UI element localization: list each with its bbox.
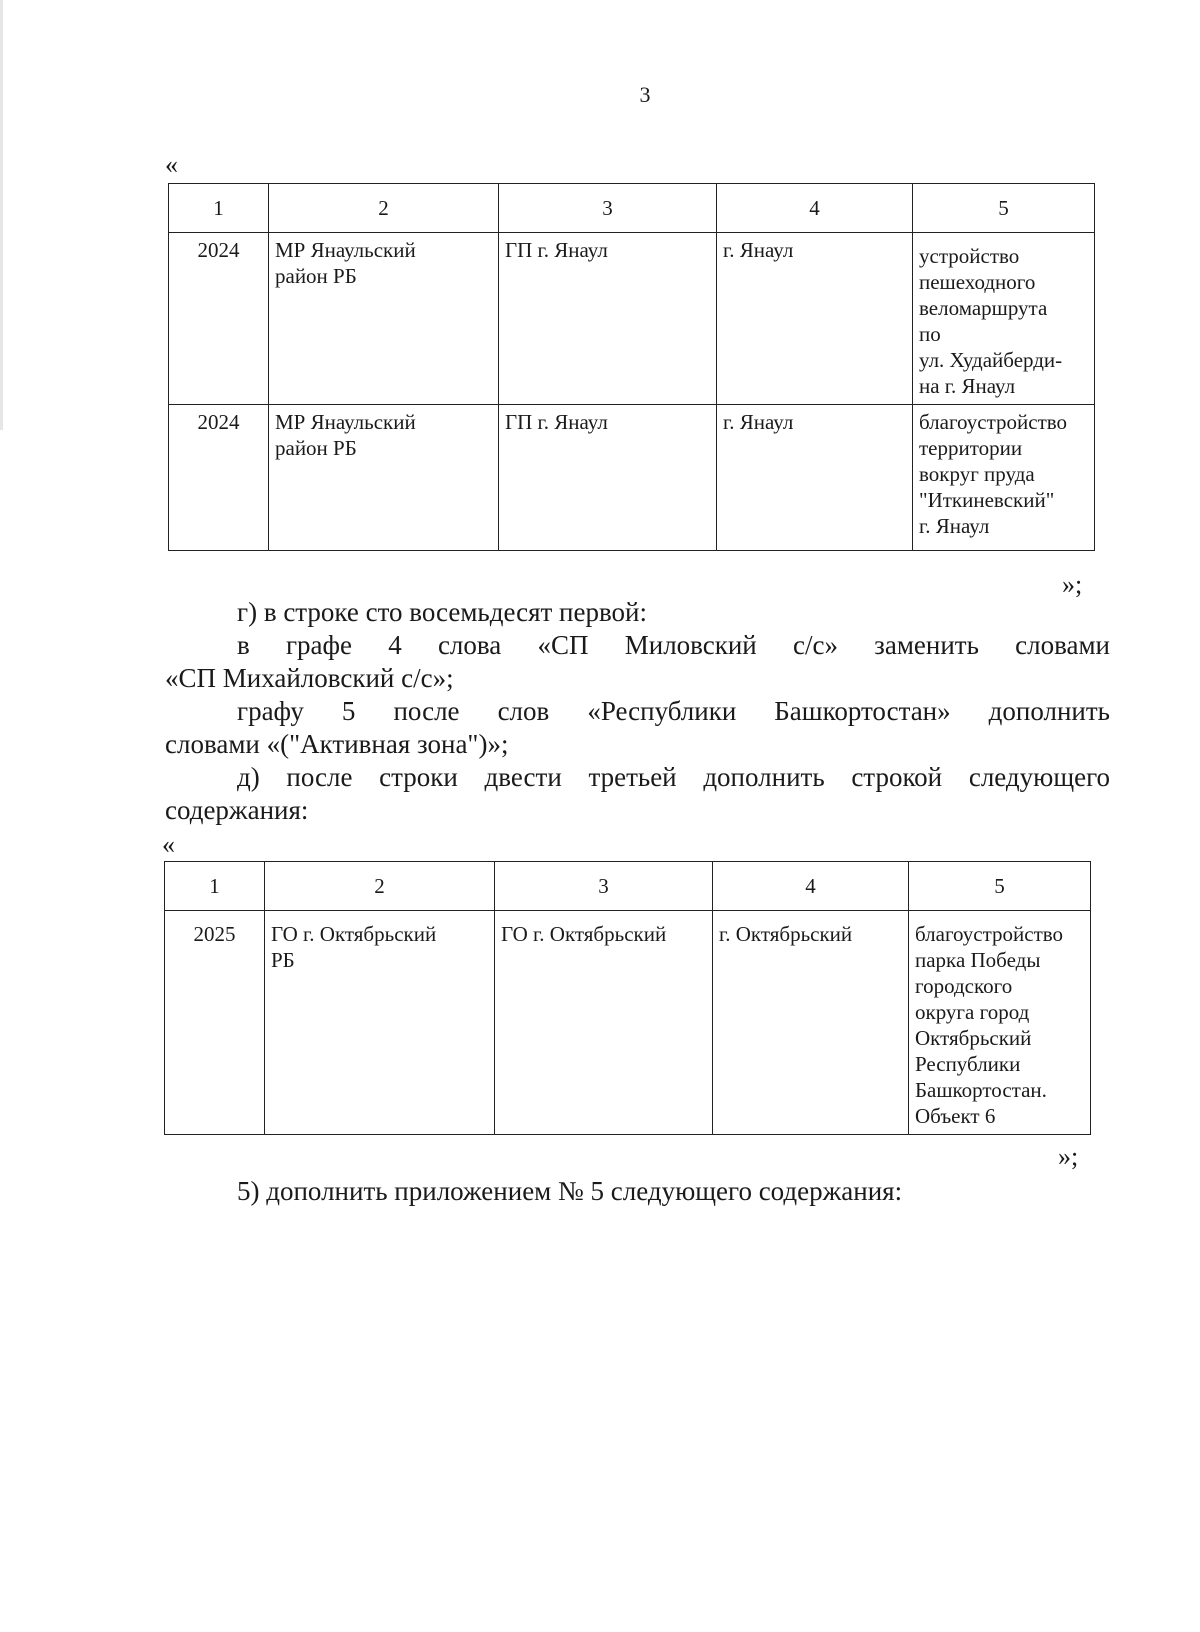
cell-line: РБ — [271, 948, 295, 972]
cell-line: Республики — [915, 1052, 1021, 1076]
cell-line: вокруг пруда — [919, 462, 1035, 486]
cell-locality: г. Янаул — [717, 233, 913, 405]
cell-settlement: ГО г. Октябрьский — [495, 911, 713, 1135]
cell-line: Октябрьский — [915, 1026, 1032, 1050]
cell-settlement: ГП г. Янаул — [499, 233, 717, 405]
cell-line: ГО г. Октябрьский — [271, 922, 437, 946]
table-header-row — [169, 184, 1095, 233]
paragraph-line-2: в графе 4 слова «СП Миловский с/с» заменить словами — [237, 630, 1110, 660]
table-row — [169, 405, 1095, 551]
paragraph-line-4: графу 5 после слов «Республики Башкортостан» дополнить — [237, 696, 1110, 726]
cell-line: благоустройство — [915, 922, 1064, 946]
header-col-1: 1 — [169, 184, 269, 233]
paragraph-line-3: «СП Михайловский с/с»; — [165, 663, 454, 693]
scan-edge-mark — [0, 0, 3, 430]
header-col-3: 3 — [499, 184, 717, 233]
cell-line: Объект 6 — [915, 1104, 996, 1128]
cell-description — [913, 233, 1095, 405]
cell-description — [909, 911, 1091, 1135]
header-col-3: 3 — [495, 862, 713, 911]
close-quote-2: »; — [1058, 1142, 1079, 1171]
cell-municipal-district — [265, 911, 495, 1135]
page-number: 3 — [639, 82, 651, 107]
cell-line: г. Янаул — [919, 514, 990, 538]
table-1 — [168, 183, 1095, 551]
cell-locality: г. Октябрьский — [713, 911, 909, 1135]
cell-line: "Иткиневский" — [919, 488, 1055, 512]
paragraph-line-8: 5) дополнить приложением № 5 следующего содержания: — [237, 1176, 903, 1206]
cell-settlement: ГП г. Янаул — [499, 405, 717, 551]
cell-municipal-district — [269, 405, 499, 551]
cell-line: устройство — [919, 244, 1020, 268]
cell-line: МР Янаульский — [275, 238, 416, 262]
open-quote-2: « — [162, 830, 175, 859]
cell-line: парка Победы — [915, 948, 1041, 972]
cell-line: городского — [915, 974, 1013, 998]
paragraph-line-7: содержания: — [165, 795, 309, 825]
cell-line: территории — [919, 436, 1023, 460]
open-quote-1: « — [165, 150, 178, 179]
close-quote-1: »; — [1062, 570, 1083, 599]
paragraph-line-1: г) в строке сто восемьдесят первой: — [237, 597, 648, 627]
header-col-4: 4 — [717, 184, 913, 233]
header-col-2: 2 — [265, 862, 495, 911]
header-col-5: 5 — [913, 184, 1095, 233]
cell-line: МР Янаульский — [275, 410, 416, 434]
table-row — [169, 233, 1095, 405]
header-col-5: 5 — [909, 862, 1091, 911]
cell-line: район РБ — [275, 436, 357, 460]
cell-line: ул. Худайберди- — [919, 348, 1063, 372]
cell-line: на г. Янаул — [919, 374, 1016, 398]
header-col-2: 2 — [269, 184, 499, 233]
cell-line: округа город — [915, 1000, 1030, 1024]
cell-line: Башкортостан. — [915, 1078, 1047, 1102]
header-col-4: 4 — [713, 862, 909, 911]
table-row — [165, 911, 1091, 1135]
cell-description — [913, 405, 1095, 551]
cell-line: пешеходного — [919, 270, 1036, 294]
cell-year: 2025 — [165, 911, 265, 1135]
cell-year: 2024 — [169, 233, 269, 405]
cell-line: по — [919, 322, 941, 346]
cell-municipal-district — [269, 233, 499, 405]
cell-year: 2024 — [169, 405, 269, 551]
table-2 — [164, 861, 1091, 1135]
cell-line: веломаршрута — [919, 296, 1048, 320]
table-header-row — [165, 862, 1091, 911]
cell-line: благоустройство — [919, 410, 1068, 434]
paragraph-line-5: словами «("Активная зона")»; — [165, 729, 509, 759]
cell-line: район РБ — [275, 264, 357, 288]
header-col-1: 1 — [165, 862, 265, 911]
paragraph-line-6: д) после строки двести третьей дополнить строкой следующего — [237, 762, 1110, 792]
cell-locality: г. Янаул — [717, 405, 913, 551]
